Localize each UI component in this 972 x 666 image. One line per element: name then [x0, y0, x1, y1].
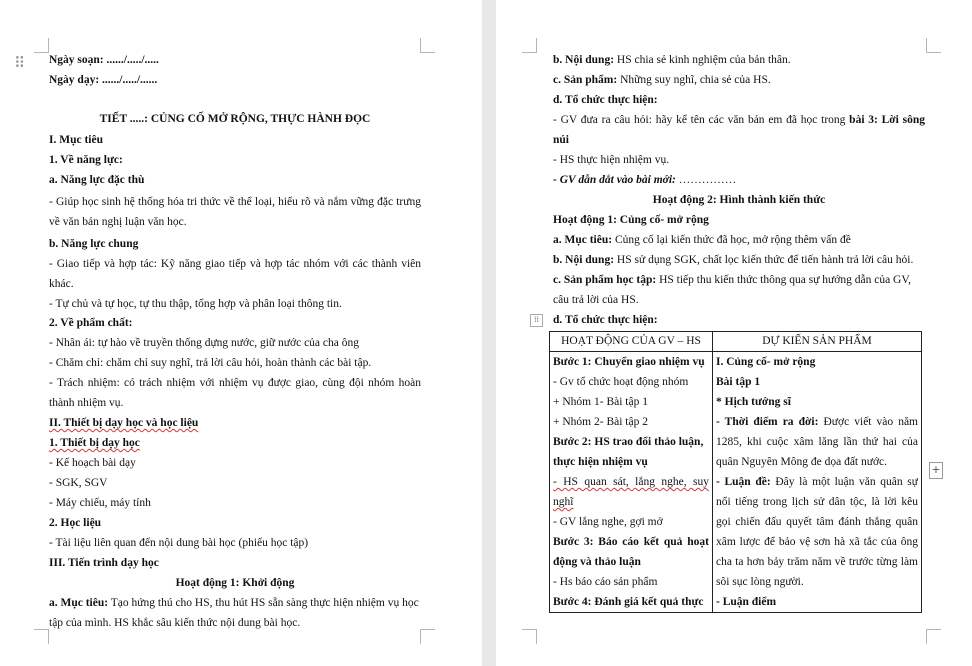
crop-mark	[420, 629, 435, 644]
cell-line: nổi tiếng trong lịch sử dân tộc, là lời kêu	[716, 496, 918, 508]
table-cell-activities[interactable]	[550, 352, 713, 613]
text: Đây là một luận văn quân sự	[770, 476, 918, 488]
paragraph-line: câu trả lời của HS.	[553, 294, 639, 306]
cell-line: thực hiện nhiệm vụ	[553, 456, 648, 468]
paragraph-line: - Giúp học sinh hệ thống hóa tri thức về thể loại, hiểu rõ và nắm vững đặc trưng	[49, 196, 421, 208]
section-heading	[49, 416, 198, 430]
paragraph-line: - Máy chiếu, máy tính	[49, 497, 151, 509]
paragraph-line: - Chăm chỉ: chăm chỉ suy nghĩ, trả lời câu hỏi, hoàn thành các bài tập.	[49, 357, 372, 369]
text: Những suy nghĩ, chia sẻ của HS.	[617, 74, 771, 86]
paragraph-line: - Trách nhiệm: có trách nhiệm với nhiệm vụ được giao, cùng đội nhóm hoàn	[49, 377, 421, 389]
crop-mark	[34, 38, 49, 53]
cell-line: - Gv tổ chức hoạt động nhóm	[553, 376, 689, 388]
paragraph-line	[553, 113, 925, 127]
cell-line: Bước 2: HS trao đổi thảo luận,	[553, 436, 704, 448]
crop-mark	[522, 629, 537, 644]
paragraph-line	[553, 173, 736, 187]
cell-line: động và thảo luận	[553, 556, 641, 568]
text: ……………	[675, 174, 737, 186]
paragraph-line	[553, 53, 791, 67]
text: Được viết vào năm	[818, 416, 918, 428]
paragraph-line: - Giao tiếp và hợp tác: Kỹ năng giao tiếp và hợp tác nhóm với các thành viên	[49, 258, 421, 270]
paragraph-line: - Tự chủ và tự học, tự thu thập, tổng hợp và phân loại thông tin.	[49, 298, 342, 310]
crop-mark	[420, 38, 435, 53]
paragraph-line	[553, 273, 911, 287]
table-row	[550, 352, 922, 613]
cell-line-text: - HS quan sát, lắng nghe, suy	[553, 476, 709, 488]
cell-line: xâm lược để bảo vệ sơn hà xã tắc của ông	[716, 536, 918, 548]
cell-line: + Nhóm 1- Bài tập 1	[553, 396, 648, 408]
subsection-heading: b. Năng lực chung	[49, 238, 139, 250]
cell-line	[716, 412, 918, 432]
paragraph-line: khác.	[49, 278, 74, 290]
crop-mark	[522, 38, 537, 53]
label: a. Mục tiêu:	[49, 597, 109, 609]
crop-mark	[926, 38, 941, 53]
cell-line: I. Củng cố- mở rộng	[716, 356, 816, 368]
subsection-heading: a. Năng lực đặc thù	[49, 174, 145, 186]
prepared-date: Ngày soạn: ....../...../.....	[49, 54, 159, 66]
paragraph-line: tập của mình. HS khắc sâu kiến thức nội dung bài học.	[49, 617, 301, 629]
subsection-heading: Hoạt động 1: Củng cố- mở rộng	[553, 214, 709, 226]
table-header-cell: HOẠT ĐỘNG CỦA GV – HS	[550, 332, 713, 352]
text: HS tiếp thu kiến thức thông qua sự hướng dẫn của GV,	[656, 274, 912, 286]
cell-line: 1285, khi cuộc xâm lăng lần thứ hai của	[716, 436, 918, 448]
cell-line: quân Nguyên Mông đe dọa đất nước.	[716, 456, 888, 468]
cell-line: Bước 4: Đánh giá kết quả thực	[553, 596, 704, 608]
cell-line: Bước 3: Báo cáo kết quả hoạt	[553, 536, 709, 548]
paragraph-line	[553, 233, 851, 247]
paragraph-line: thành nhiệm vụ.	[49, 397, 124, 409]
cell-line: + Nhóm 2- Bài tập 2	[553, 416, 648, 428]
subsection-heading: d. Tổ chức thực hiện:	[553, 94, 658, 106]
table-move-icon[interactable]: ⁞⁞	[530, 314, 543, 327]
subsection-heading: 2. Về phẩm chất:	[49, 317, 133, 329]
cell-line: cha ta hơn bảy trăm năm về trước từng làm	[716, 556, 918, 568]
paragraph-line: - SGK, SGV	[49, 477, 108, 489]
section-heading-text: II. Thiết bị dạy học và học liệu	[49, 417, 199, 429]
label: a. Mục tiêu:	[553, 234, 613, 246]
cell-line: - GV lắng nghe, gợi mở	[553, 516, 663, 528]
text: Củng cố lại kiến thức đã học, mở rộng thêm vấn đề	[612, 234, 851, 246]
table-cell-products[interactable]	[713, 352, 922, 613]
lesson-title: TIẾT .....: CỦNG CỐ MỞ RỘNG, THỰC HÀNH ĐỌC	[99, 113, 371, 125]
label: c. Sản phẩm:	[553, 74, 618, 86]
activity-heading: Hoạt động 2: Hình thành kiến thức	[652, 194, 826, 206]
paragraph-line	[553, 253, 913, 267]
plus-icon[interactable]: +	[929, 462, 943, 479]
crop-mark	[34, 629, 49, 644]
paragraph-line	[49, 596, 419, 610]
activity-heading: Hoạt động 1: Khởi động	[175, 577, 295, 589]
paragraph-line: - Kế hoạch bài dạy	[49, 457, 136, 469]
section-heading: III. Tiến trình dạy học	[49, 557, 159, 569]
label: - Luận đề:	[716, 476, 771, 488]
cell-line	[716, 472, 918, 492]
text: HS chia sẻ kinh nghiệm của bản thân.	[614, 54, 791, 66]
cell-line-text: nghĩ	[553, 496, 574, 508]
label: bài 3: Lời sông	[849, 114, 925, 126]
subsection-heading	[49, 436, 140, 450]
lesson-plan-table	[549, 331, 922, 613]
label: b. Nội dung:	[553, 54, 615, 66]
table-header-row	[550, 332, 922, 352]
cell-line	[553, 472, 709, 492]
cell-line: - Hs báo cáo sản phẩm	[553, 576, 658, 588]
cell-line: - Luận điểm	[716, 596, 777, 608]
drag-handle-icon[interactable]: ⠿	[14, 54, 25, 72]
teaching-date: Ngày dạy: ....../...../......	[49, 74, 158, 86]
label: - GV dẫn dắt vào bài mới:	[553, 174, 676, 186]
text: - GV đưa ra câu hỏi: hãy kể tên các văn bản em đã học trong	[553, 114, 850, 126]
cell-line: gọi chiến đấu quyết tâm đánh thắng quân	[716, 516, 918, 528]
text: Tạo hứng thú cho HS, thu hút HS sẵn sàng thực hiện nhiệm vụ học	[110, 597, 419, 609]
cell-line	[553, 492, 709, 512]
section-heading: I. Mục tiêu	[49, 134, 103, 146]
paragraph-line: - HS thực hiện nhiệm vụ.	[553, 154, 670, 166]
paragraph-line: - Nhân ái: tự hào về truyền thống dựng nước, giữ nước của cha ông	[49, 337, 359, 349]
table-header-cell: DỰ KIẾN SẢN PHẨM	[713, 332, 922, 352]
paragraph-line: núi	[553, 134, 569, 146]
subsection-heading: 2. Học liệu	[49, 517, 102, 529]
cell-line: Bài tập 1	[716, 376, 761, 388]
label: c. Sản phẩm học tập:	[553, 274, 657, 286]
cell-line: * Hịch tướng sĩ	[716, 396, 791, 408]
paragraph-line: - Tài liệu liên quan đến nội dung bài học (phiếu học tập)	[49, 537, 309, 549]
label: - Thời điểm ra đời:	[716, 416, 819, 428]
crop-mark	[926, 629, 941, 644]
cell-line: Bước 1: Chuyển giao nhiệm vụ	[553, 356, 705, 368]
subsection-heading: d. Tổ chức thực hiện:	[553, 314, 658, 326]
paragraph-line	[553, 73, 771, 87]
text: HS sử dụng SGK, chất lọc kiến thức để tiến hành trả lời câu hỏi.	[614, 254, 914, 266]
label: b. Nội dung:	[553, 254, 615, 266]
subsection-heading-text: 1. Thiết bị dạy học	[49, 437, 140, 449]
subsection-heading: 1. Về năng lực:	[49, 154, 123, 166]
cell-line: sôi sục lòng người.	[716, 576, 804, 588]
paragraph-line: về văn bản nghị luận văn học.	[49, 216, 187, 228]
